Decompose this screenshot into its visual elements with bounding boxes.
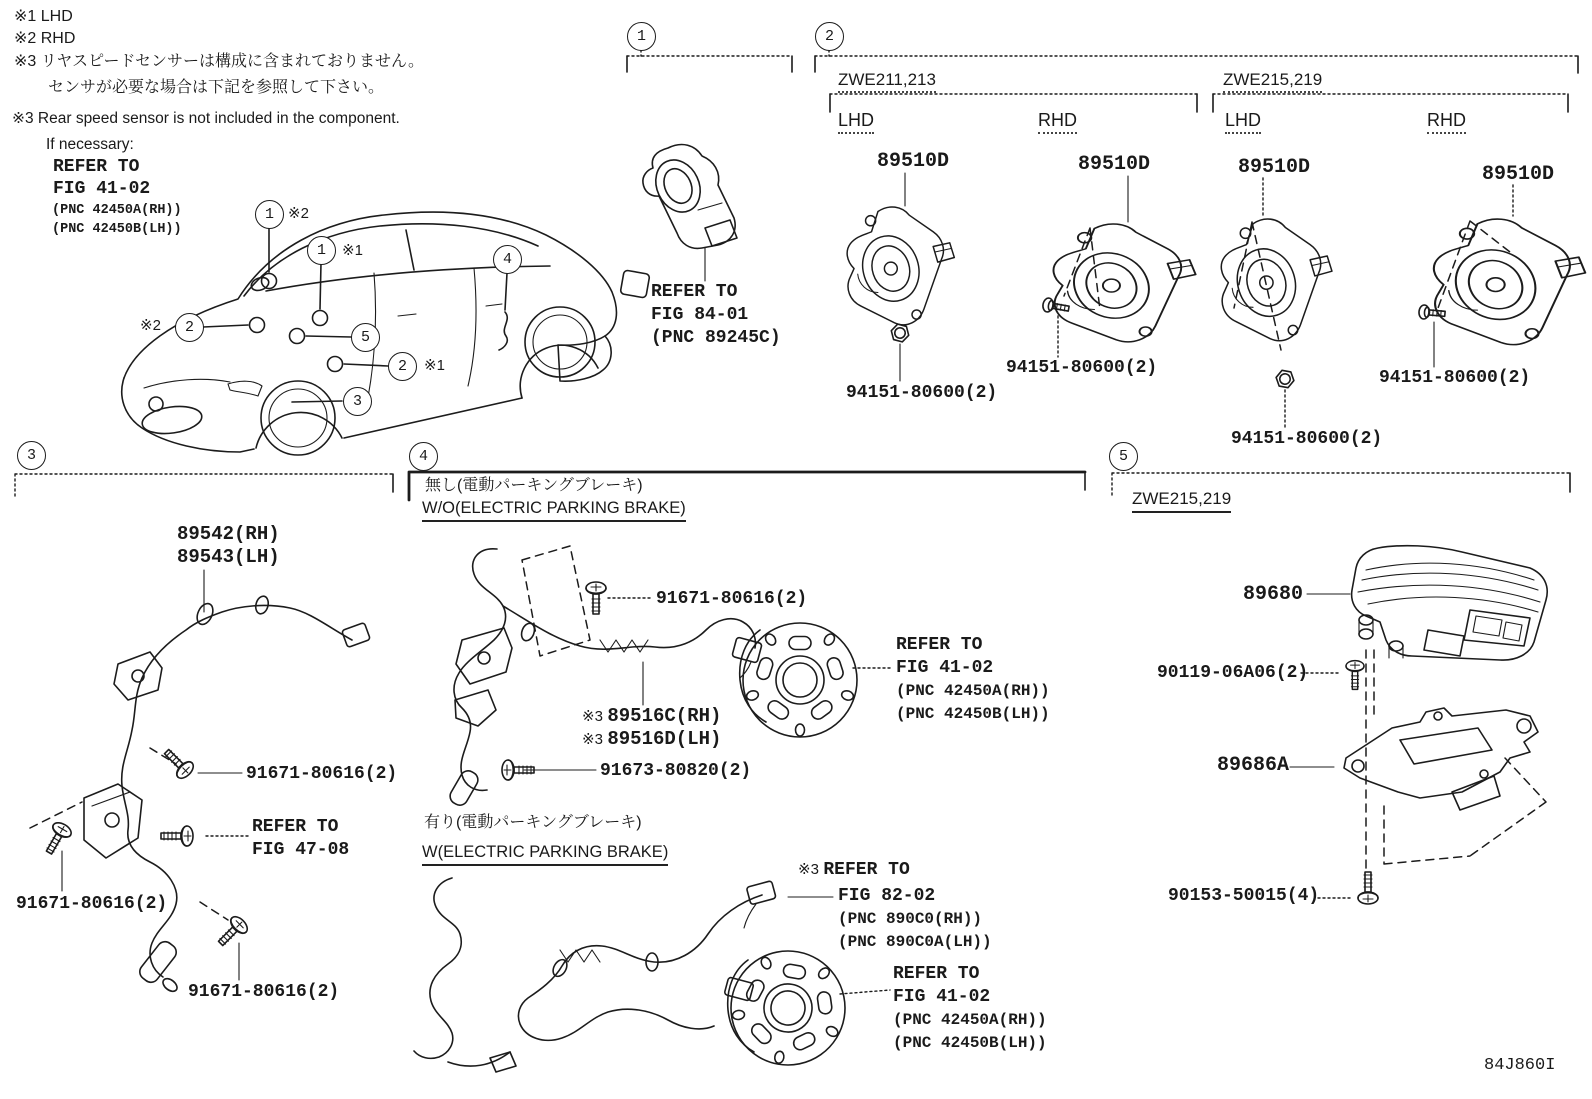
refer-fig-41-02-lower: REFER TO FIG 41-02 (PNC 42450A(RH)) (PNC 42450B(LH)) xyxy=(893,964,1047,1052)
part-91671-80616-top: 91671-80616(2) xyxy=(246,764,398,784)
part-89516c-rh: ※3 89516C(RH) xyxy=(582,705,722,727)
car-callout-2-lhd-note: ※1 xyxy=(424,357,445,374)
part-91671-80616-bottom: 91671-80616(2) xyxy=(188,982,340,1002)
part-89686a: 89686A xyxy=(1217,754,1290,777)
rear-speed-sensor-lhd-zwe211 xyxy=(847,173,954,381)
computer-bracket-illustration xyxy=(1290,650,1546,904)
part-89510d-zwe215-lhd: 89510D xyxy=(1238,156,1311,179)
zwe215-lhd-label: LHD xyxy=(1225,110,1261,134)
skid-control-computer-illustration xyxy=(1307,546,1547,660)
car-callout-1-rhd-note: ※2 xyxy=(288,205,309,222)
part-89510d-zwe211-rhd: 89510D xyxy=(1078,153,1151,176)
car-callout-3: 3 xyxy=(343,387,372,416)
axle-hub-illustration-upper xyxy=(740,623,892,737)
note-jp-line2: センサが必要な場合は下記を参照して下さい。 xyxy=(48,79,385,96)
rear-speed-sensor-rhd-zwe211 xyxy=(1042,176,1196,357)
drawing-code: 84J860I xyxy=(1484,1056,1556,1075)
car-callout-1-rhd: 1 xyxy=(255,200,284,229)
wo-epb-label-jp: 無し(電動パーキングブレーキ) xyxy=(425,477,643,494)
model-zwe211-213: ZWE211,213 xyxy=(838,70,936,93)
part-90153-50015: 90153-50015(4) xyxy=(1168,886,1320,906)
note-marker: ※3 xyxy=(798,861,819,878)
car-callout-1-lhd: 1 xyxy=(307,236,336,265)
part-94151-80600-b: 94151-80600(2) xyxy=(1006,358,1158,378)
part-94151-80600-a: 94151-80600(2) xyxy=(846,383,998,403)
car-callout-2-rhd: 2 xyxy=(175,313,204,342)
car-callout-2-lhd: 2 xyxy=(388,352,417,381)
zwe211-rhd-label: RHD xyxy=(1038,110,1077,134)
part-89542-rh: 89542(RH) xyxy=(177,523,280,545)
part-89510d-zwe211-lhd: 89510D xyxy=(877,150,950,173)
rear-speed-sensor-rhd-zwe215 xyxy=(1418,185,1585,367)
part-94151-80600-c: 94151-80600(2) xyxy=(1231,429,1383,449)
axle-hub-illustration-lower xyxy=(722,942,890,1074)
note-fig: FIG 41-02 xyxy=(53,179,151,199)
note-en-line1: ※3 Rear speed sensor is not included in the component. xyxy=(12,110,400,127)
car-callout-5: 5 xyxy=(351,323,380,352)
part-91673-80820: 91673-80820(2) xyxy=(600,761,752,781)
zwe215-rhd-label: RHD xyxy=(1427,110,1466,134)
part-91671-80616-left: 91671-80616(2) xyxy=(16,894,168,914)
section-3-badge: 3 xyxy=(17,441,46,470)
w-epb-label-en: W(ELECTRIC PARKING BRAKE) xyxy=(422,843,668,866)
note-refer-to: REFER TO xyxy=(53,157,140,177)
note-pnc-lh: (PNC 42450B(LH)) xyxy=(52,222,182,237)
note-pnc-rh: (PNC 42450A(RH)) xyxy=(52,203,182,218)
refer-fig-82-02-line1: ※3 REFER TO xyxy=(798,860,910,880)
note-lhd: ※1 LHD xyxy=(14,8,73,25)
zwe211-lhd-label: LHD xyxy=(838,110,874,134)
front-speed-sensor-illustration xyxy=(643,145,737,281)
part-94151-80600-d: 94151-80600(2) xyxy=(1379,368,1531,388)
rear-sensor-wire-w-epb xyxy=(414,878,833,1072)
car-callout-2-rhd-note: ※2 xyxy=(140,317,161,334)
note-marker: ※3 xyxy=(582,708,603,725)
section-1-badge: 1 xyxy=(627,22,656,51)
refer-fig-47-08: REFER TO FIG 47-08 xyxy=(252,817,350,860)
note-jp-line1: ※3 リヤスピードセンサーは構成に含まれておりません。 xyxy=(14,53,424,70)
section-4-badge: 4 xyxy=(409,442,438,471)
section-5-badge: 5 xyxy=(1109,442,1138,471)
model-zwe215-219: ZWE215,219 xyxy=(1223,70,1322,93)
part-90119-06a06: 90119-06A06(2) xyxy=(1157,663,1309,683)
wo-epb-label-en: W/O(ELECTRIC PARKING BRAKE) xyxy=(422,499,686,522)
car-callout-4: 4 xyxy=(493,245,522,274)
note-rhd: ※2 RHD xyxy=(14,30,76,47)
note-en-line2: If necessary: xyxy=(46,136,134,153)
refer-fig-82-02-rest: FIG 82-02 (PNC 890C0(RH)) (PNC 890C0A(LH)) xyxy=(838,886,992,951)
part-89680: 89680 xyxy=(1243,583,1304,606)
part-89543-lh: 89543(LH) xyxy=(177,546,280,568)
refer-fig-84-01: REFER TO FIG 84-01 (PNC 89245C) xyxy=(651,282,781,348)
section-2-badge: 2 xyxy=(815,22,844,51)
part-89510d-zwe215-rhd: 89510D xyxy=(1482,163,1555,186)
rear-speed-sensor-lhd-zwe215 xyxy=(1221,178,1332,428)
w-epb-label-jp: 有り(電動パーキングブレーキ) xyxy=(424,814,642,831)
note-marker: ※3 xyxy=(582,731,603,748)
car-callout-1-lhd-note: ※1 xyxy=(342,242,363,259)
part-91671-80616-s4: 91671-80616(2) xyxy=(656,589,808,609)
refer-fig-41-02-upper: REFER TO FIG 41-02 (PNC 42450A(RH)) (PNC 42450B(LH)) xyxy=(896,635,1050,723)
model-zwe215-219-s5: ZWE215,219 xyxy=(1132,489,1231,513)
part-89516d-lh: ※3 89516D(LH) xyxy=(582,728,722,750)
